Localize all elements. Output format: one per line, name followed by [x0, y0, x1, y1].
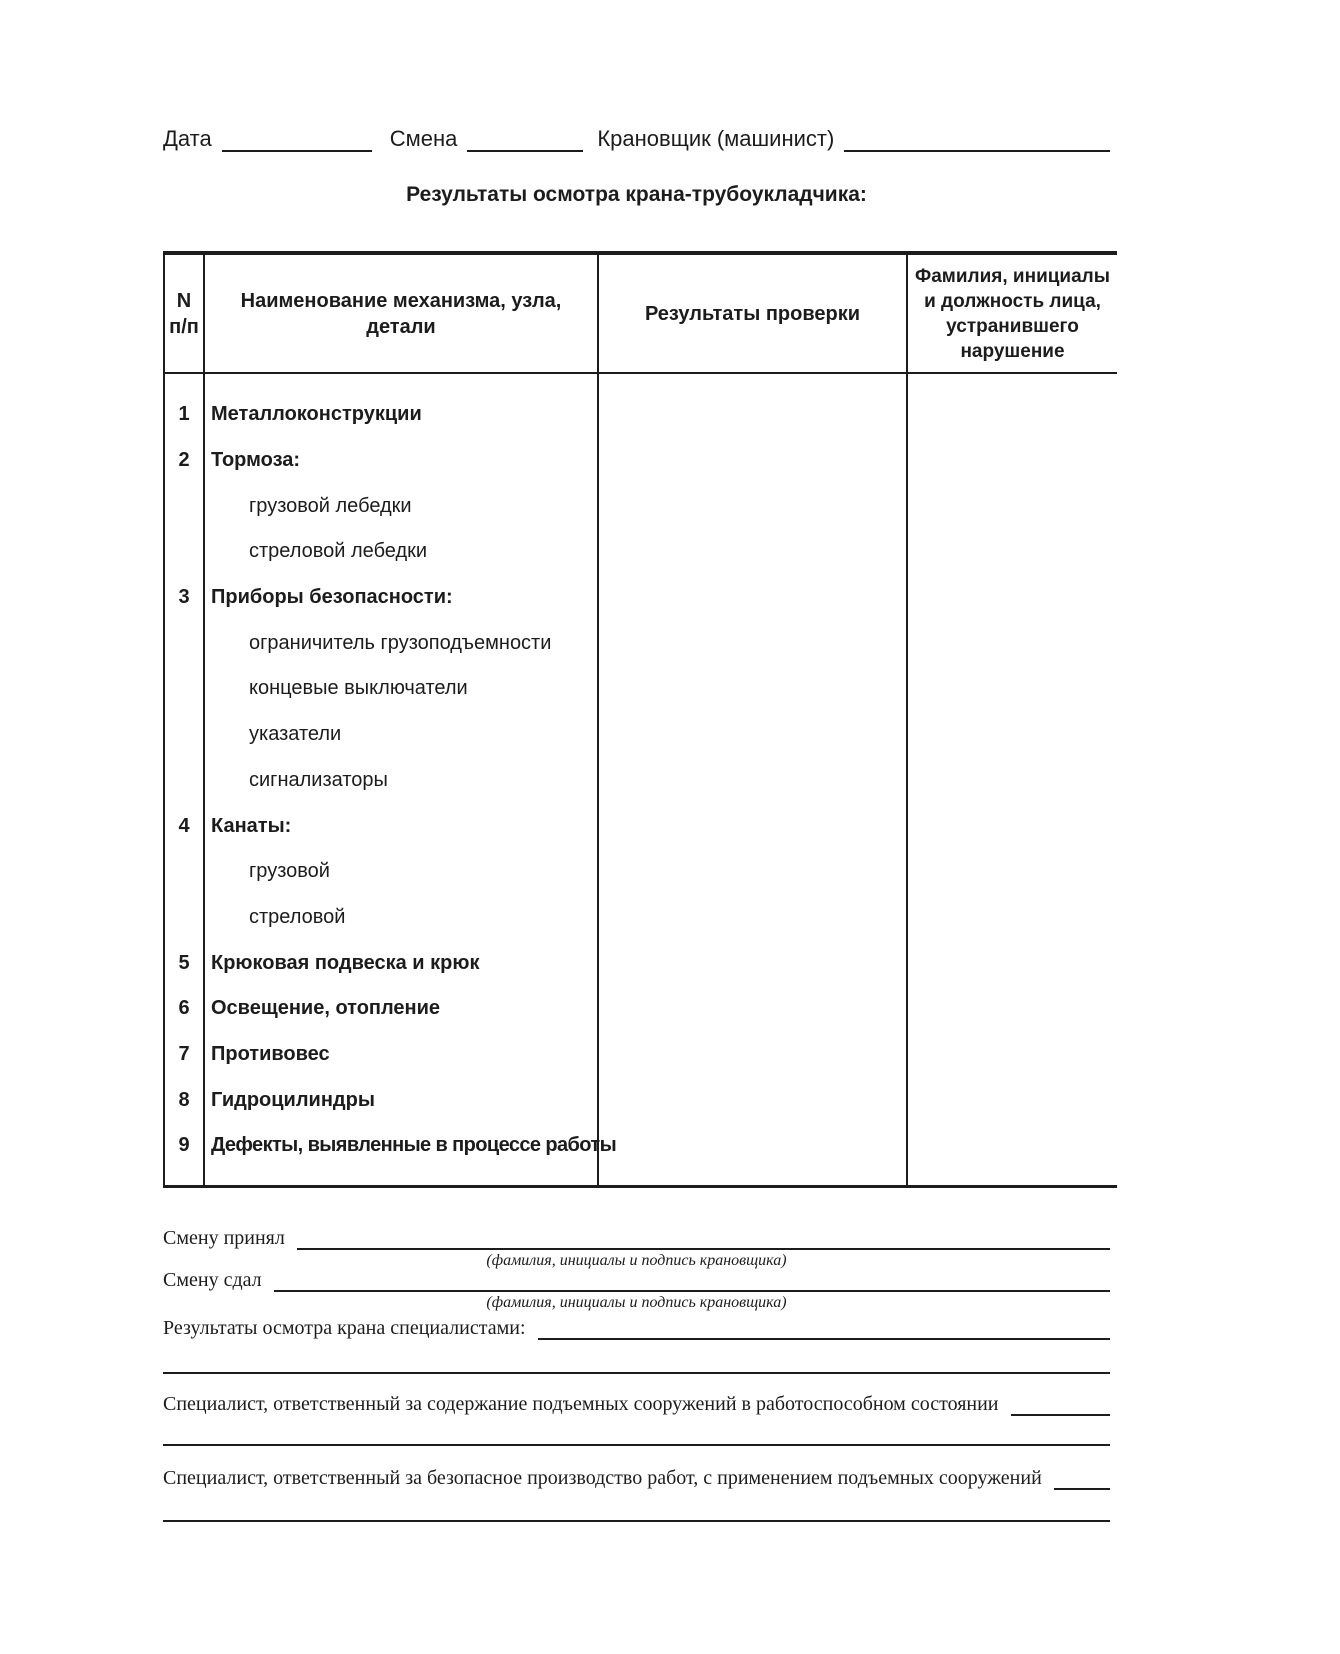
column-header-name: Наименование механизма, узла, детали: [205, 255, 599, 372]
specialist-safety-row: [163, 1466, 1110, 1490]
table-row: Приборы безопасности:: [211, 586, 453, 609]
table-row: сигнализаторы: [249, 768, 388, 791]
shift-accepted-row: [163, 1226, 1110, 1250]
specialists-results-blank: [538, 1316, 1111, 1340]
table-row: указатели: [249, 723, 342, 746]
signature-caption: (фамилия, инициалы и подпись крановщика): [486, 1252, 787, 1269]
page-title: Результаты осмотра крана-трубоукладчика:: [406, 183, 867, 206]
table-row: Тормоза:: [211, 449, 301, 472]
name-column: [205, 374, 617, 1185]
blank-rule-line: [163, 1372, 1110, 1374]
table-row: ограничитель грузоподъемности: [249, 631, 552, 654]
shift-accepted-blank: [297, 1226, 1110, 1250]
operator-label: Крановщик (машинист): [597, 126, 835, 151]
date-blank-field: [222, 126, 372, 152]
table-row: концевые выключатели: [249, 677, 468, 700]
blank-rule-line: [163, 1444, 1110, 1446]
results-column-empty: [599, 374, 908, 1185]
column-header-results: Результаты проверки: [599, 255, 908, 372]
table-row: Металлоконструкции: [211, 403, 422, 426]
table-row: Освещение, отопление: [211, 997, 441, 1020]
shift-accepted-label: Смену принял: [163, 1227, 285, 1249]
specialists-results-row: [163, 1316, 1110, 1340]
specialists-results-label: Результаты осмотра крана специалистами:: [163, 1317, 526, 1339]
column-header-fixer: Фамилия, инициалы и должность лица, устранившего нарушение: [915, 265, 1110, 362]
table-body: [165, 374, 1117, 1185]
column-header-num: N п/п: [165, 255, 205, 372]
date-label: Дата: [163, 126, 212, 151]
shift-handed-label: Смену сдал: [163, 1269, 262, 1291]
table-header-row: [165, 255, 1117, 374]
table-row: Крюковая подвеска и крюк: [211, 951, 480, 974]
specialist-maintenance-label: Специалист, ответственный за содержание подъемных сооружений в работоспособном состоянии: [163, 1393, 999, 1415]
table-row: Противовес: [211, 1042, 330, 1065]
shift-handed-blank: [274, 1268, 1110, 1292]
blank-rule-line: [163, 1520, 1110, 1522]
table-row: грузовой: [249, 860, 330, 883]
inspection-table: [163, 251, 1117, 1188]
shift-blank-field: [467, 126, 583, 152]
fixer-column-empty: [908, 374, 1117, 1185]
table-row: стреловой: [249, 905, 346, 928]
table-row: грузовой лебедки: [249, 494, 412, 517]
specialist-maintenance-blank: [1011, 1392, 1111, 1416]
operator-blank-field: [844, 126, 1110, 152]
shift-label: Смена: [389, 126, 458, 151]
table-row: стреловой лебедки: [249, 540, 428, 563]
table-row: Дефекты, выявленные в процессе работы: [211, 1134, 617, 1157]
specialist-safety-blank: [1054, 1466, 1110, 1490]
specialist-safety-label: Специалист, ответственный за безопасное производство работ, с применением подъемных сооружений: [163, 1467, 1042, 1489]
table-row: Канаты:: [211, 814, 292, 837]
num-column: 1 2 3 4 5 6 7 8 9: [165, 374, 205, 1185]
signature-caption: (фамилия, инициалы и подпись крановщика): [486, 1294, 787, 1311]
table-row: Гидроцилиндры: [211, 1088, 375, 1111]
shift-handed-row: [163, 1268, 1110, 1292]
specialist-maintenance-row: [163, 1392, 1110, 1416]
header-fields: [163, 126, 1110, 152]
